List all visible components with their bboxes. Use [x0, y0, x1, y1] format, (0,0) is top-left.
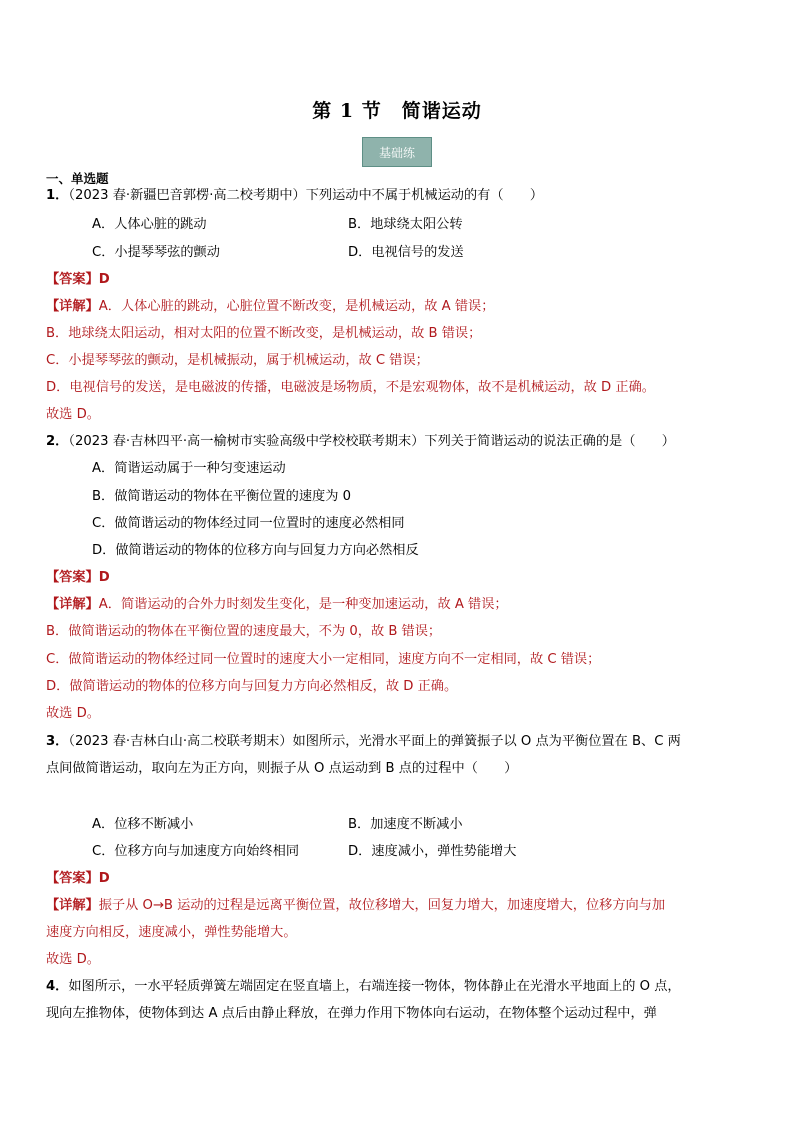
option-b: B．加速度不断减小 — [348, 817, 463, 832]
detail-line: B．做简谐运动的物体在平衡位置的速度最大，不为 0，故 B 错误； — [46, 624, 442, 639]
option-d: D．电视信号的发送 — [348, 245, 464, 260]
conclusion-line: 故选 D。 — [46, 706, 100, 721]
question-number: 3． — [46, 734, 69, 749]
question-source: （2023 春·吉林四平·高一榆树市实验高级中学校校联考期末） — [68, 434, 425, 449]
detail-line: 【详解】A．人体心脏的跳动，心脏位置不断改变，是机械运动，故 A 错误； — [46, 299, 495, 314]
page-title: 第 1 节 简谐运动 — [312, 100, 482, 122]
detail-line: C．做简谐运动的物体经过同一位置时的速度大小一定相同，速度方向不一定相同，故 C 错误； — [46, 652, 601, 667]
detail-line: 【详解】振子从 O→B 运动的过程是远离平衡位置，故位移增大，回复力增大，加速度增大，位移方向与加 — [46, 898, 666, 913]
answer-value: D — [98, 272, 110, 287]
question-text: 如图所示，一水平轻质弹簧左端固定在竖直墙上，右端连接一物体，物体静止在光滑水平地面上的 O 点， — [68, 979, 681, 994]
question-2-stem — [46, 433, 756, 451]
option-c: C．位移方向与加速度方向始终相同 — [92, 844, 300, 859]
question-1-stem — [46, 187, 756, 205]
option-c: C．小提琴琴弦的颤动 — [92, 245, 220, 260]
question-number: 1． — [46, 188, 69, 203]
detail-line: B．地球绕太阳运动，相对太阳的位置不断改变，是机械运动，故 B 错误； — [46, 326, 482, 341]
question-text: 如图所示，光滑水平面上的弹簧振子以 O 点为平衡位置在 B、C 两 — [292, 734, 681, 749]
question-number: 2． — [46, 434, 69, 449]
option-a: A．位移不断减小 — [92, 817, 194, 832]
detail-line: C．小提琴琴弦的颤动，是机械振动，属于机械运动，故 C 错误； — [46, 353, 429, 368]
answer-line: 【答案】D — [46, 272, 110, 287]
question-source: （2023 春·新疆巴音郭楞·高二校考期中） — [68, 188, 306, 203]
question-source: （2023 春·吉林白山·高二校联考期末） — [68, 734, 293, 749]
conclusion-line: 故选 D。 — [46, 407, 100, 422]
detail-line: 【详解】A．简谐运动的合外力时刻发生变化，是一种变加速运动，故 A 错误； — [46, 597, 508, 612]
detail-line: D．电视信号的发送，是电磁波的传播，电磁波是场物质，不是宏观物体，故不是机械运动，故 D 正确。 — [46, 380, 655, 395]
question-4-stem — [46, 978, 756, 996]
detail-label: 【详解】 — [46, 898, 99, 913]
question-text: 下列运动中不属于机械运动的有（ ） — [305, 188, 544, 203]
question-3-stem — [46, 733, 756, 751]
answer-line: 【答案】D — [46, 871, 110, 886]
answer-line: 【答案】D — [46, 570, 110, 585]
question-number: 4． — [46, 979, 69, 994]
detail-label: 【详解】 — [46, 597, 99, 612]
option-d: D．速度减小，弹性势能增大 — [348, 844, 517, 859]
answer-value: D — [98, 570, 110, 585]
section-heading: 一、单选题 — [46, 171, 109, 186]
option-a: A．人体心脏的跳动 — [92, 217, 207, 232]
detail-line: D．做简谐运动的物体的位移方向与回复力方向必然相反，故 D 正确。 — [46, 679, 458, 694]
question-text: 下列关于简谐运动的说法正确的是（ ） — [424, 434, 675, 449]
option-a: A．简谐运动属于一种匀变速运动 — [92, 461, 286, 476]
option-b: B．地球绕太阳公转 — [348, 217, 463, 232]
detail-label: 【详解】 — [46, 299, 99, 314]
detail-line: 速度方向相反，速度减小，弹性势能增大。 — [46, 925, 297, 940]
option-d: D．做简谐运动的物体的位移方向与回复力方向必然相反 — [92, 543, 419, 558]
option-b: B．做简谐运动的物体在平衡位置的速度为 0 — [92, 489, 352, 504]
section-badge: 基础练 — [362, 137, 432, 167]
question-4-stem-cont: 现向左推物体，使物体到达 A 点后由静止释放，在弹力作用下物体向右运动，在物体整个运动过程中，弹 — [46, 1006, 657, 1021]
conclusion-line: 故选 D。 — [46, 952, 100, 967]
answer-value: D — [98, 871, 110, 886]
question-3-stem-cont: 点间做简谐运动，取向左为正方向，则振子从 O 点运动到 B 点的过程中（ ） — [46, 761, 518, 776]
option-c: C．做简谐运动的物体经过同一位置时的速度必然相同 — [92, 516, 405, 531]
